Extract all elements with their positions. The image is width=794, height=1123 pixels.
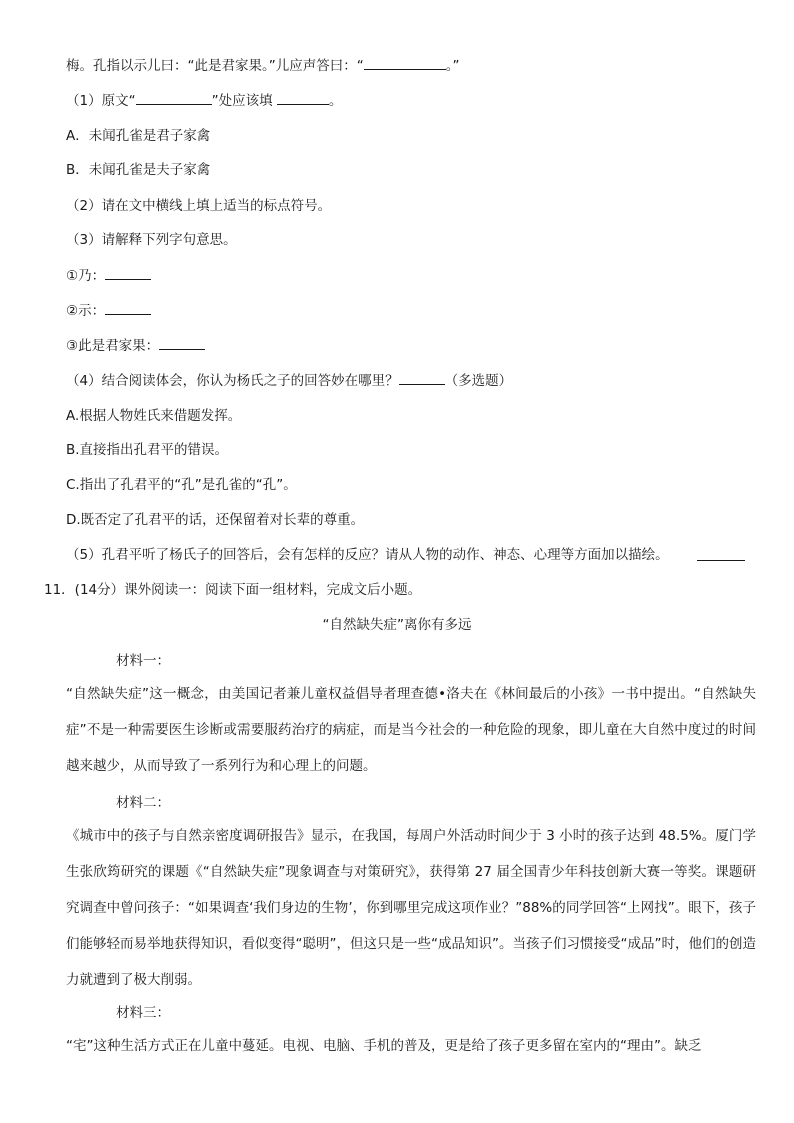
question-4-option-d: D.既否定了孔君平的话，还保留着对长辈的尊重。 — [66, 512, 365, 528]
answer-blank[interactable] — [697, 548, 745, 561]
answer-blank[interactable] — [105, 302, 151, 315]
material-3-label: 材料三： — [116, 1005, 170, 1021]
answer-blank[interactable] — [364, 57, 446, 70]
question-1-option-a: A．未闻孔雀是君子家禽 — [66, 128, 211, 144]
question-3-item-2: ②示： — [66, 301, 151, 321]
question-3-item-3: ③此是君家果： — [66, 336, 205, 356]
article-title: “自然缺失症”离你有多远 — [322, 617, 472, 633]
question-4-option-b: B.直接指出孔君平的错误。 — [66, 442, 229, 458]
answer-blank[interactable] — [399, 372, 445, 385]
answer-blank[interactable] — [159, 337, 205, 350]
material-3-paragraph: “宅”这种生活方式正在儿童中蔓延。电视、电脑、手机的普及，更是给了孩子更多留在室内的“理由”。缺乏 — [66, 1038, 702, 1054]
question-1-option-b: B．未闻孔雀是夫子家禽 — [66, 162, 211, 178]
question-1-prompt: （1）原文“ ”处应该填 。 — [66, 93, 343, 109]
question-3-prompt: （3）请解释下列字句意思。 — [66, 232, 237, 248]
answer-blank[interactable] — [277, 92, 329, 105]
material-2-label: 材料二： — [116, 795, 170, 811]
question-4-prompt: （4）结合阅读体会，你认为杨氏之子的回答妙在哪里？ （多选题） — [66, 373, 513, 389]
material-2-paragraph: 《城市中的孩子与自然亲密度调研报告》显示，在我国，每周户外活动时间少于 3 小时的孩子达到 48.5%。厦门学生张欣筠研究的课题《“自然缺失症”现象调查与对策研究》，获得第 27 届全国青少年科技创新大赛一等奖。课题研究调查中曾问孩子：“如果调查‘我们身边的生物’，你到哪里完成这项作业？”88%的同学回答“上网找”。眼下，孩子们能够轻而易举地获得知识，看似变得“聪明”，但这只是一些“成品知识”。当孩子们习惯接受“成品”时，他们的创造力就遭到了极大削弱。 — [66, 828, 756, 988]
question-2-prompt: （2）请在文中横线上填上适当的标点符号。 — [66, 198, 332, 214]
question-4-option-c: C.指出了孔君平的“孔”是孔雀的“孔”。 — [66, 477, 297, 493]
question-4-option-a: A.根据人物姓氏来借题发挥。 — [66, 408, 242, 424]
question-3-item-1: ①乃： — [66, 266, 151, 286]
material-1-label: 材料一： — [116, 653, 170, 669]
answer-blank[interactable] — [136, 92, 212, 105]
material-1-paragraph: “自然缺失症”这一概念，由美国记者兼儿童权益倡导者理查德•洛夫在《林间最后的小孩》一书中提出。“自然缺失症”不是一种需要医生诊断或需要服药治疗的病症，而是当今社会的一种危险的现象，即儿童在大自然中度过的时间越来越少，从而导致了一系列行为和心理上的问题。 — [66, 686, 756, 774]
passage-continuation-line: 梅。孔指以示儿曰：“此是君家果。”儿应声答曰：“ 。” — [66, 58, 460, 74]
question-11-header: 11．(14分）课外阅读一：阅读下面一组材料，完成文后小题。 — [44, 582, 422, 598]
question-5-prompt: （5）孔君平听了杨氏子的回答后，会有怎样的反应？请从人物的动作、神态、心理等方面加以描绘。 — [66, 547, 669, 563]
answer-blank[interactable] — [105, 267, 151, 280]
